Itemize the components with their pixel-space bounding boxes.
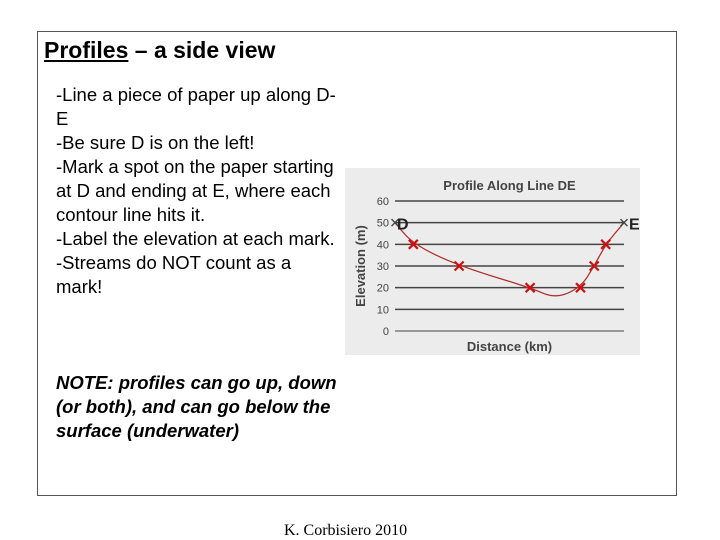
instruction-item: -Mark a spot on the paper starting at D and ending at E, where each contour line hits it. xyxy=(56,156,334,225)
title-rest: – a side view xyxy=(128,37,276,63)
y-tick-label: 0 xyxy=(382,326,389,338)
x-axis-label: Distance (km) xyxy=(466,339,553,354)
y-tick-label: 50 xyxy=(376,217,389,230)
profile-chart xyxy=(345,168,640,355)
instruction-item: -Label the elevation at each mark. xyxy=(56,228,335,249)
y-tick-label: 60 xyxy=(376,196,389,208)
instruction-list xyxy=(56,83,336,299)
profile-line xyxy=(395,223,624,296)
chart-title: Profile Along Line DE xyxy=(443,178,576,193)
credit-text: K. Corbisiero 2010 xyxy=(284,522,408,539)
note-text: NOTE: profiles can go up, down (or both), and can go below the surface (underwater) xyxy=(56,372,337,441)
endpoint-label: E xyxy=(629,216,640,234)
endpoint-label: D xyxy=(397,216,409,234)
y-tick-label: 10 xyxy=(376,304,389,317)
y-tick-label: 20 xyxy=(376,282,389,295)
instruction-item: -Line a piece of paper up along D-E xyxy=(56,84,336,129)
instruction-item: -Streams do NOT count as a mark! xyxy=(56,252,292,297)
slide-title xyxy=(44,37,275,64)
profile-chart-svg xyxy=(345,168,640,355)
y-tick-label: 40 xyxy=(376,239,389,252)
title-main: Profiles xyxy=(44,37,129,63)
y-tick-label: 30 xyxy=(376,261,389,273)
y-axis-label: Elevation (m) xyxy=(353,225,368,307)
instruction-item: -Be sure D is on the left! xyxy=(56,132,255,153)
